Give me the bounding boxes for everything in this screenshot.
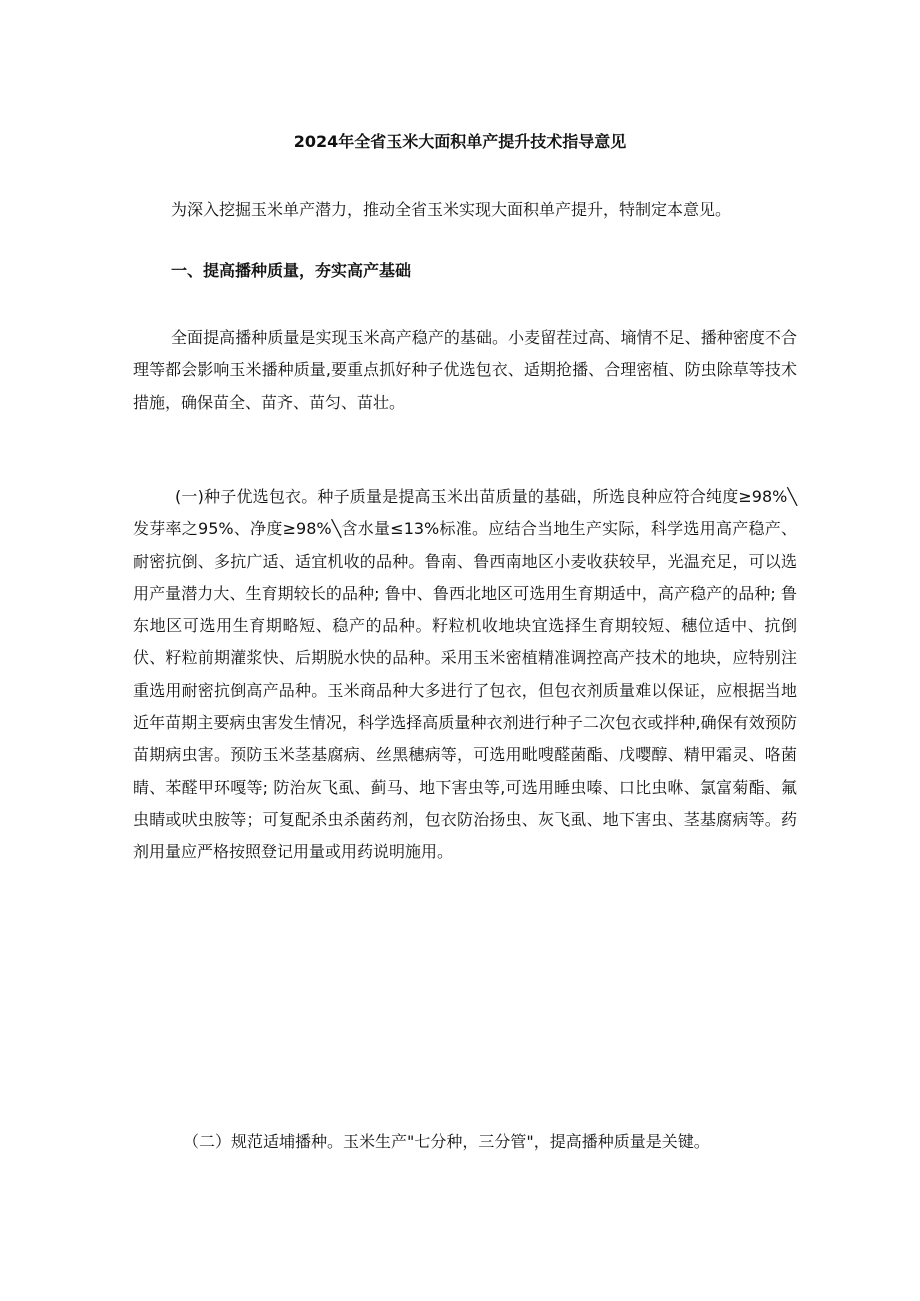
section-paragraph: 全面提高播种质量是实现玉米高产稳产的基础。小麦留茬过高、墒情不足、播种密度不合理等都会影响玉米播种质量,要重点抓好种子优选包衣、适期抢播、合理密植、防虫除草等技术措施，确保苗全、苗齐、苗匀、苗壮。	[133, 328, 797, 412]
document-title: 2024年全省玉米大面积单产提升技术指导意见	[293, 132, 627, 151]
section-heading: 一、提高播种质量，夯实高产基础	[171, 261, 412, 280]
subsection-paragraph-sowing: （二）规范适埔播种。玉米生产"七分种，三分管"，提高播种质量是关键。	[183, 1132, 710, 1151]
intro-paragraph: 为深入挖掘玉米单产潜力，推动全省玉米实现大面积单产提升，特制定本意见。	[171, 200, 732, 219]
subsection-paragraph-seed-selection: (一)种子优选包衣。种子质量是提高玉米出苗质量的基础，所选良种应符合纯度≥98%╲发芽率之95%、净度≥98%╲含水量≤13%标准。应结合当地生产实际，科学选用高产稳产、耐密抗倒、多抗广适、适宜机收的品种。鲁南、鲁西南地区小麦收获较早，光温充足，可以选用产量潜力大、生育期较长的品种; 鲁中、鲁西北地区可选用生育期适中，高产稳产的品种; 鲁东地区可选用生育期略短、稳产的品种。籽粒机收地块宜选择生育期较短、穗位适中、抗倒伏、籽粒前期灌浆快、后期脱水快的品种。采用玉米密植精准调控高产技术的地块，应特别注重选用耐密抗倒高产品种。玉米商品种大多进行了包衣，但包衣剂质量难以保证，应根据当地近年苗期主要病虫害发生情况，科学选择高质量种衣剂进行种子二次包衣或拌种,确保有效预防苗期病虫害。预防玉米茎基腐病、丝黑穗病等，可选用毗嗖醛菌酯、戊嘤醇、精甲霜灵、咯菌睛、苯醛甲环嘎等; 防治灰飞虱、蓟马、地下害虫等,可选用睡虫嗪、口比虫咻、氯富菊酯、氟虫睛或吠虫胺等；可复配杀虫杀菌药剂，包衣防治扬虫、灰飞虱、地下害虫、茎基腐病等。药剂用量应严格按照登记用量或用药说明施用。	[133, 487, 797, 862]
